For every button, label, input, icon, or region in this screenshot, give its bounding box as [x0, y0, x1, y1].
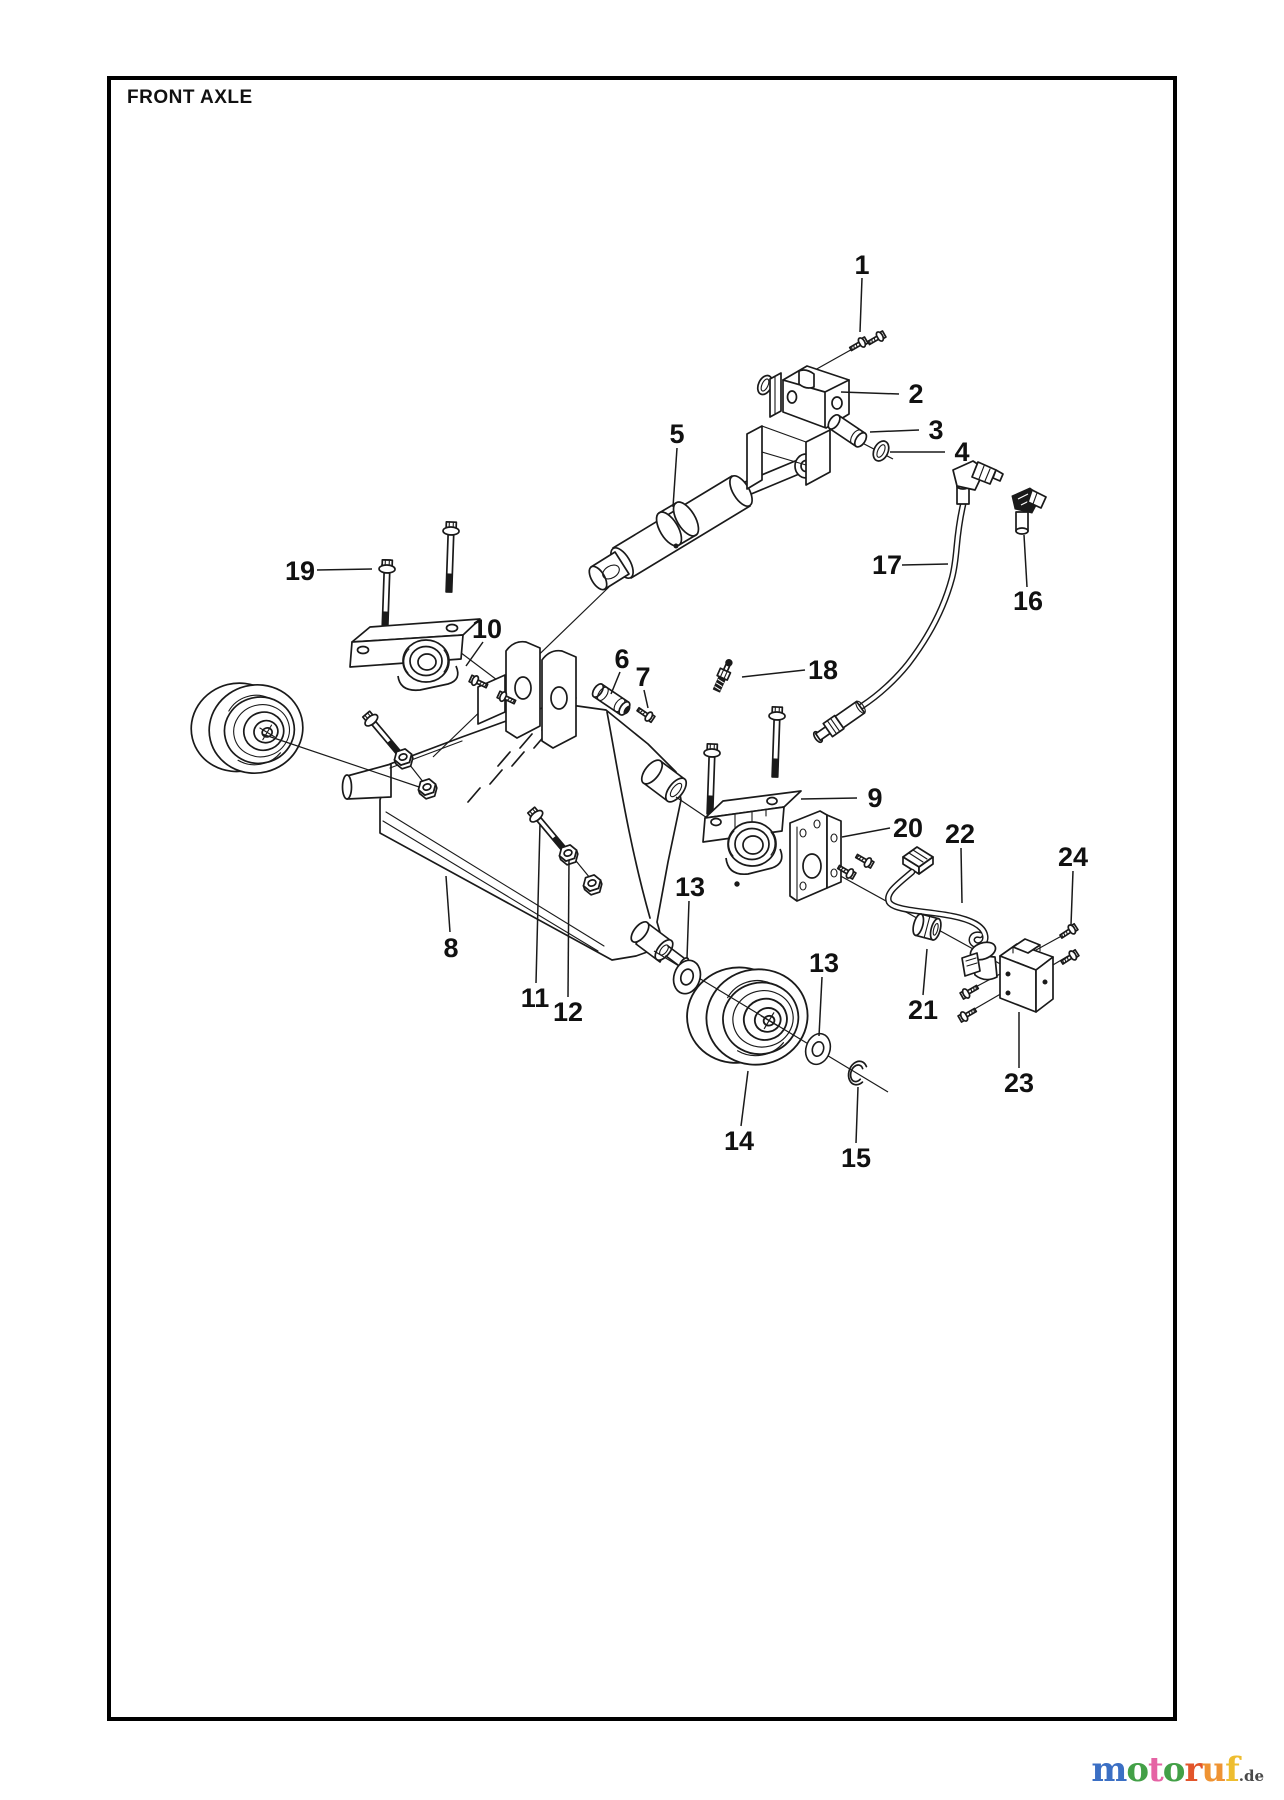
callout-11: 11 [520, 983, 550, 1013]
callout-leader-17 [902, 564, 948, 565]
callout-21: 21 [907, 995, 939, 1025]
page-title: FRONT AXLE [127, 87, 253, 108]
callout-leader-18 [742, 670, 805, 677]
callout-15: 15 [840, 1143, 872, 1173]
callout-leader-19 [317, 569, 372, 570]
callout-20: 20 [892, 813, 924, 843]
part-5-cylinder [586, 454, 817, 592]
callout-14: 14 [723, 1126, 755, 1156]
callout-leader-6 [611, 672, 620, 694]
part-21-grommet [911, 913, 943, 941]
part-19-bolts [377, 522, 459, 631]
callout-7: 7 [635, 662, 651, 692]
callout-leader-15 [856, 1087, 858, 1143]
part-7-set-screw [635, 705, 656, 723]
part-4-oring [870, 439, 892, 464]
callout-18: 18 [807, 655, 839, 685]
callout-leader-1 [860, 278, 862, 332]
callout-leader-12 [568, 860, 569, 997]
callout-1: 1 [854, 250, 870, 280]
callout-2: 2 [908, 379, 924, 409]
part-3-pin [826, 413, 869, 449]
watermark-letter: r [1184, 1750, 1202, 1790]
callout-leader-8 [446, 876, 450, 932]
part-20-screws [836, 852, 875, 881]
callout-24: 24 [1057, 842, 1089, 872]
watermark-logo [1091, 1750, 1264, 1790]
part-frame-plates [747, 426, 830, 489]
part-9-bearing-housing-right [703, 791, 801, 886]
part-23-cover [1000, 939, 1053, 1012]
callout-leader-20 [842, 828, 890, 837]
callout-leader-13 [819, 977, 822, 1036]
watermark-letter: u [1201, 1750, 1226, 1790]
callout-leader-9 [801, 798, 857, 799]
callout-8: 8 [443, 933, 459, 963]
callout-leader-3 [870, 430, 919, 432]
callout-5: 5 [669, 419, 685, 449]
part-8-axle-beam [343, 698, 691, 970]
callout-leader-14 [741, 1071, 748, 1126]
watermark-letter: m [1091, 1750, 1127, 1790]
part-17-hose [811, 461, 1003, 745]
callout-13: 13 [808, 948, 840, 978]
part-16-elbow-fitting [1012, 488, 1046, 534]
part-wheel-left [182, 669, 312, 787]
watermark-letter: o [1162, 1750, 1185, 1790]
callout-4: 4 [954, 437, 970, 467]
callout-22: 22 [944, 819, 976, 849]
callout-leader-5 [673, 448, 677, 507]
part-1-screws [848, 330, 887, 354]
part-20-bracket [790, 811, 841, 901]
callout-leader-16 [1024, 535, 1027, 587]
part-sensor [962, 939, 998, 980]
callout-16: 16 [1012, 586, 1044, 616]
callout-17: 17 [871, 550, 903, 580]
callout-leader-7 [644, 690, 648, 708]
callout-10: 10 [471, 614, 503, 644]
callout-19: 19 [284, 556, 316, 586]
watermark-letter: f [1225, 1750, 1239, 1790]
callout-3: 3 [928, 415, 944, 445]
callout-leader-21 [923, 949, 927, 995]
watermark-suffix: .de [1238, 1767, 1264, 1785]
callout-9: 9 [867, 783, 883, 813]
callout-numbers [285, 250, 1088, 1173]
watermark-letter: t [1148, 1750, 1163, 1790]
part-bearing-housing-left [350, 619, 480, 690]
callout-6: 6 [614, 644, 630, 674]
part-13-washer-outer [802, 1030, 834, 1067]
callout-13: 13 [674, 872, 706, 902]
callout-12: 12 [552, 997, 584, 1027]
part-18-grease-fitting [711, 658, 735, 693]
callout-23: 23 [1003, 1068, 1035, 1098]
watermark-letter: o [1126, 1750, 1149, 1790]
assembly-axis-lines [262, 347, 1068, 1092]
callout-leader-24 [1071, 871, 1073, 925]
callout-leader-22 [961, 848, 962, 903]
callout-leader-13 [687, 901, 689, 958]
